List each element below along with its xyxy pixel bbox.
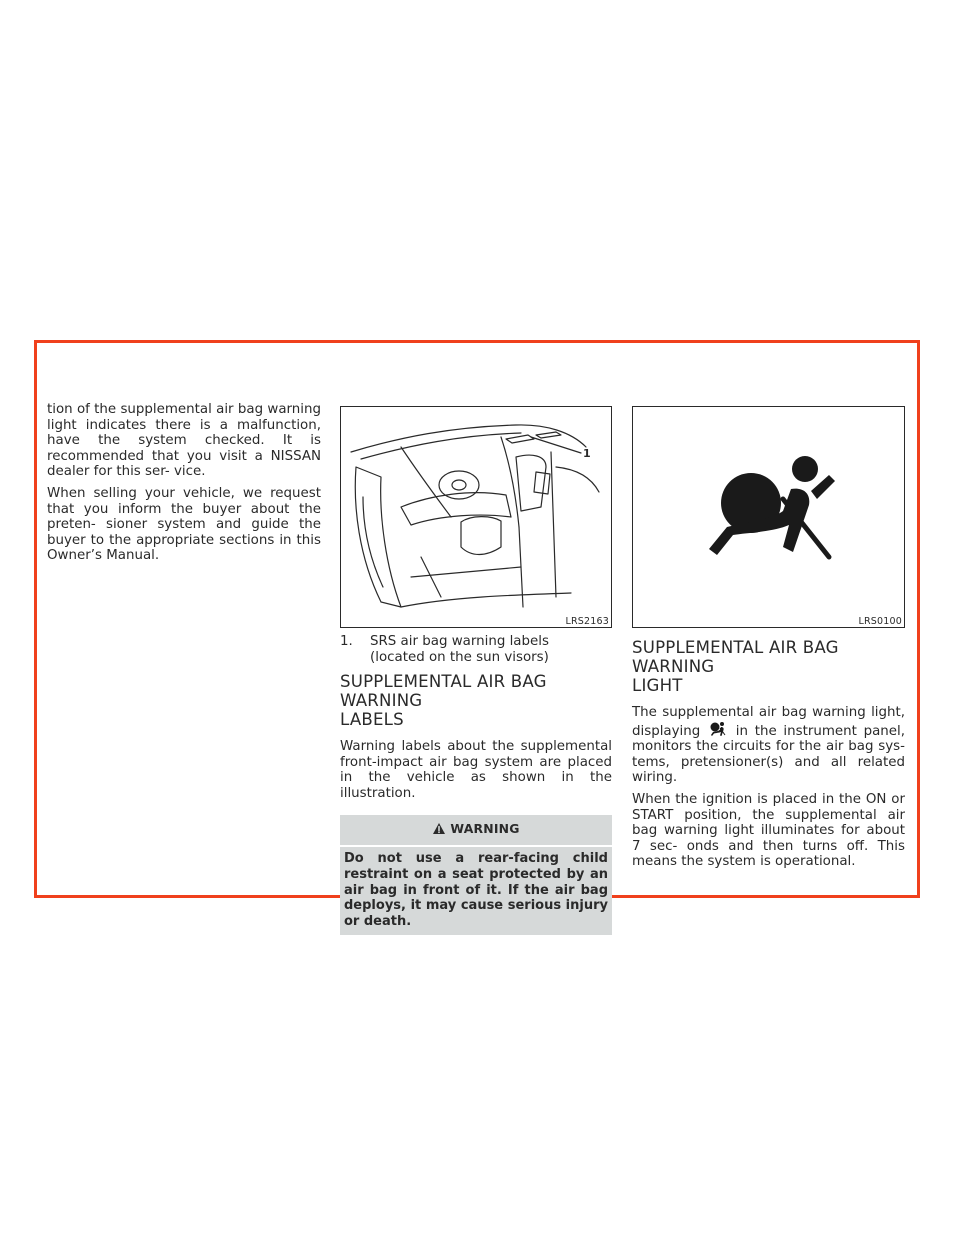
warning-box [340,815,612,935]
heading-line-2: LIGHT [632,676,683,695]
figure-caption [340,634,612,666]
paragraph-text-after: in the instrument panel, monitors the circuits for the air bag sys- tems, pretensioner(s) and all related wiring. [632,723,906,786]
paragraph-continued: tion of the supplemental air bag warning light indicates there is a malfunction, have the system checked. It is recommended that you visit a NISSAN dealer for this ser- vice. [47,402,321,480]
section-heading-light [632,638,905,695]
heading-line-1: SUPPLEMENTAL AIR BAG WARNING [340,672,547,710]
heading-line-1: SUPPLEMENTAL AIR BAG WARNING [632,638,839,676]
inline-airbag-icon [707,721,729,737]
paragraph-warning-light [632,705,905,786]
heading-line-2: LABELS [340,710,404,729]
caption-number: 1. [340,634,353,649]
paragraph-text-before: The supplemental air bag warning light, displaying [632,705,905,739]
figure-id: LRS2163 [565,616,609,627]
caption-line-1: SRS air bag warning labels [370,634,549,649]
paragraph-selling-vehicle: When selling your vehicle, we request that you inform the buyer about the preten- sioner system and guide the buyer to the appropriate sections in this Owner’s Manual. [47,485,321,564]
caption-line-2: (located on the sun visors) [370,650,549,665]
warning-label: WARNING [450,821,520,837]
paragraph-ignition: When the ignition is placed in the ON or START position, the supplemental air bag warning light illuminates for about 7 sec- onds and then turns off. This means the system is operational. [632,791,905,870]
figure-callout-number: 1 [583,447,591,460]
column-2 [340,406,612,935]
warning-header [340,815,612,845]
paragraph-warning-labels: Warning labels about the supplemental front-impact air bag system are placed in the vehicle as shown in the illustration. [340,739,612,801]
airbag-warning-icon [633,407,904,627]
column-1 [47,402,321,570]
figure-id: LRS0100 [858,616,902,627]
warning-triangle-icon [432,821,446,841]
car-interior-illustration [341,407,611,627]
warning-text: Do not use a rear-facing child restraint on a seat protected by an air bag in front of it. If the air bag deploys, it may cause serious injury or death. [340,847,612,935]
figure-airbag-warning-light [632,406,905,628]
column-3 [632,406,905,876]
section-heading-labels [340,672,612,729]
figure-sun-visor-labels [340,406,612,628]
